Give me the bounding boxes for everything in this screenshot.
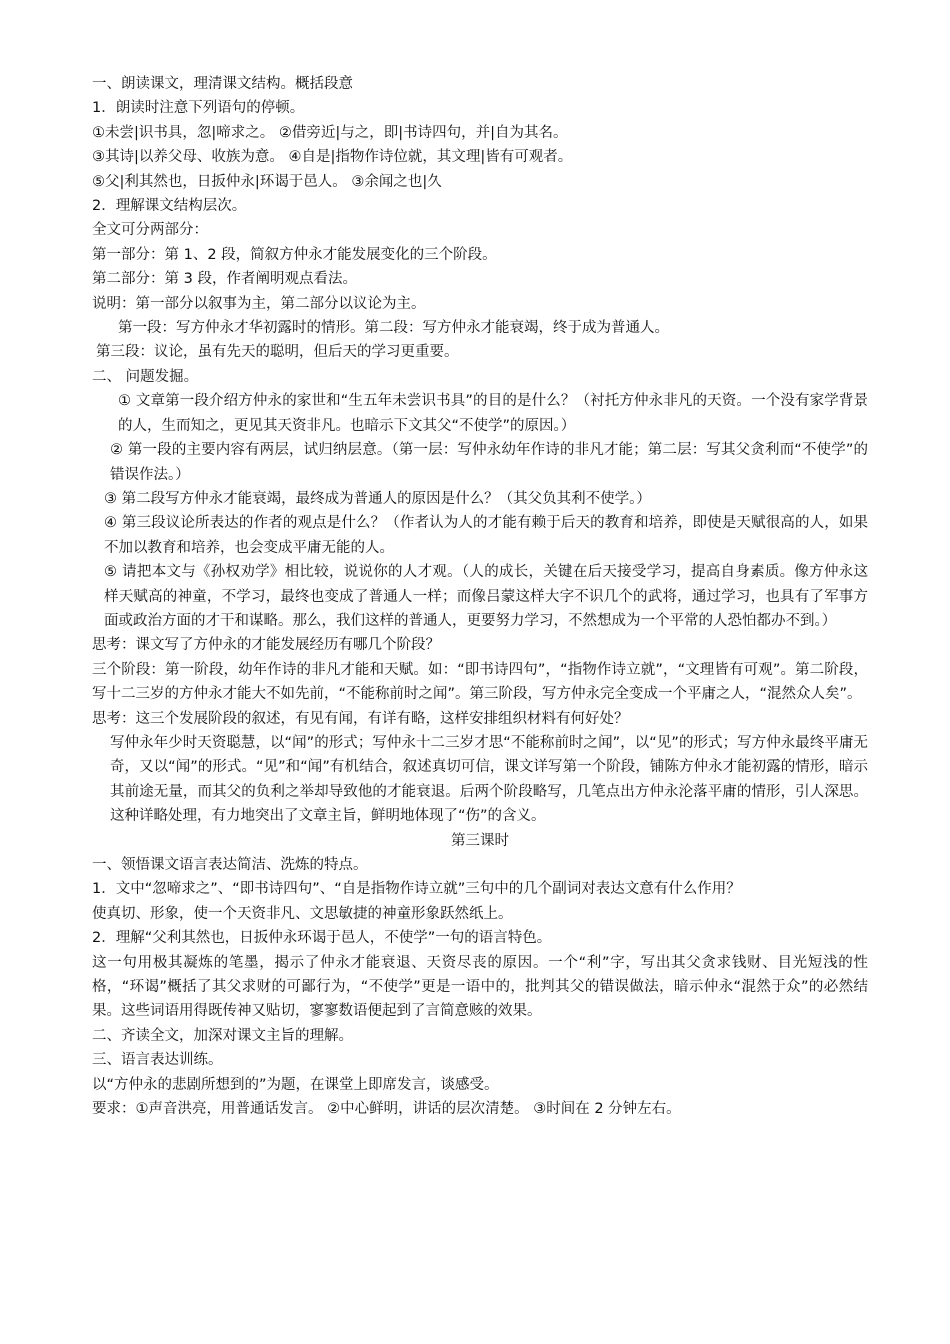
language-a2: 这一句用极其凝炼的笔墨，揭示了仲永才能衰退、天资尽丧的原因。一个“利”字，写出其父贪求钱财、目光短浅的性格，“环谒”概括了其父求财的可鄙行为，“不使学”更是一语中的，批判其父的错误做法，暗示仲永“混然于众”的必然结果。这些词语用得既传神又贴切，寥寥数语便起到了言简意赅的效果。 xyxy=(92,954,868,1020)
question-2: ② 第一段的主要内容有两层，试归纳层意。（第一层：写仲永幼年作诗的非凡才能；第二层：写其父贪利而“不使学”的错误作法。） xyxy=(110,442,868,483)
think-1: 思考：课文写了方仲永的才能发展经历有哪几个阶段？ xyxy=(92,637,440,654)
speech-requirements: 要求：①声音洪亮，用普通话发言。 ②中心鲜明，讲话的层次清楚。 ③时间在 2 分钟左右。 xyxy=(92,1101,681,1118)
document-page xyxy=(92,72,868,1121)
language-a1: 使真切、形象，使一个天资非凡、文思敏捷的神童形象跃然纸上。 xyxy=(92,905,513,922)
section-heading-2: 二、 问题发掘。 xyxy=(92,368,199,385)
language-q2: 2．理解“父利其然也，日扳仲永环谒于邑人，不使学”一句的语言特色。 xyxy=(92,930,552,947)
think-2-answer: 写仲永年少时天资聪慧，以“闻”的形式；写仲永十二三岁才思“不能称前时之闻”，以“见”的形式；写方仲永最终平庸无奇，又以“闻”的形式。“见”和“闻”有机结合，叙述真切可信，课文详写第一个阶段，铺陈方仲永才能初露的情形，暗示其前途无量，而其父的负利之举却导致他的才能衰退。后两个阶段略写，几笔点出方仲永沦落平庸的情形，引人深思。这种详略处理，有力地突出了文章主旨，鲜明地体现了“伤”的含义。 xyxy=(110,734,868,825)
language-q1: 1．文中“忽啼求之”、“即书诗四句”、“自是指物作诗立就”三句中的几个副词对表达文意有什么作用？ xyxy=(92,881,741,898)
lesson-title: 第三课时 xyxy=(451,832,509,849)
pause-line-3: ⑤父|利其然也，日扳仲永|环谒于邑人。 ③余闻之也|久 xyxy=(92,173,442,190)
section-heading-3: 一、领悟课文语言表达简洁、洗炼的特点。 xyxy=(92,857,368,873)
structure-intro: 全文可分两部分： xyxy=(92,222,208,239)
think-1-answer: 三个阶段：第一阶段，幼年作诗的非凡才能和天赋。如：“即书诗四句”，“指物作诗立就”，“文理皆有可观”。第二阶段，写十二三岁的方仲永才能大不如先前，“不能称前时之闻”。第三阶段，写方仲永完全变成一个平庸之人，“混然众人矣”。 xyxy=(92,661,868,703)
question-1: ① 文章第一段介绍方仲永的家世和“生五年未尝识书具”的目的是什么？（衬托方仲永非凡的天资。一个没有家学背景的人，生而知之，更见其天资非凡。也暗示下文其父“不使学”的原因。） xyxy=(118,393,868,434)
item-2-heading: 2．理解课文结构层次。 xyxy=(92,198,247,215)
question-5: ⑤ 请把本文与《孙权劝学》相比较，说说你的人才观。（人的成长，关键在后天接受学习，提高自身素质。像方仲永这样天赋高的神童，不学习，最终也变成了普通人一样；而像吕蒙这样大字不识几个的武将，通过学习，也具有了军事方面或政治方面的才干和谋略。那么，我们这样的普通人，更要努力学习，不然想成为一个平常的人恐怕都办不到。） xyxy=(104,564,868,629)
question-3: ③ 第二段写方仲永才能衰竭，最终成为普通人的原因是什么？（其父负其利不使学。） xyxy=(104,490,651,507)
speech-topic: 以“方仲永的悲剧所想到的”为题，在课堂上即席发言，谈感受。 xyxy=(92,1076,499,1093)
structure-part-2: 第二部分：第 3 段，作者阐明观点看法。 xyxy=(92,271,357,288)
structure-part-1: 第一部分：第 1、2 段，简叙方仲永才能发展变化的三个阶段。 xyxy=(92,246,497,263)
paragraph-summary-1-2: 第一段：写方仲永才华初露时的情形。第二段：写方仲永才能衰竭，终于成为普通人。 xyxy=(118,320,669,337)
item-1-heading: 1．朗读时注意下列语句的停顿。 xyxy=(92,100,305,117)
think-2: 思考：这三个发展阶段的叙述，有见有闻，有详有略，这样安排组织材料有何好处？ xyxy=(92,710,629,727)
section-heading-5: 三、语言表达训练。 xyxy=(92,1052,223,1069)
pause-line-2: ③其诗|以养父母、收族为意。 ④自是|指物作诗位就，其文理|皆有可观者。 xyxy=(92,149,573,166)
paragraph-summary-3: 第三段：议论，虽有先天的聪明，但后天的学习更重要。 xyxy=(96,344,459,361)
structure-note: 说明：第一部分以叙事为主，第二部分以议论为主。 xyxy=(92,295,426,312)
pause-line-1: ①未尝|识书具，忽|啼求之。 ②借旁近|与之，即|书诗四句，并|自为其名。 xyxy=(92,124,568,141)
question-4: ④ 第三段议论所表达的作者的观点是什么？（作者认为人的才能有赖于后天的教育和培养，即使是天赋很高的人，如果不加以教育和培养，也会变成平庸无能的人。 xyxy=(104,515,868,556)
section-heading-4: 二、齐读全文，加深对课文主旨的理解。 xyxy=(92,1027,353,1044)
section-heading-1: 一、朗读课文，理清课文结构。概括段意 xyxy=(92,76,353,92)
